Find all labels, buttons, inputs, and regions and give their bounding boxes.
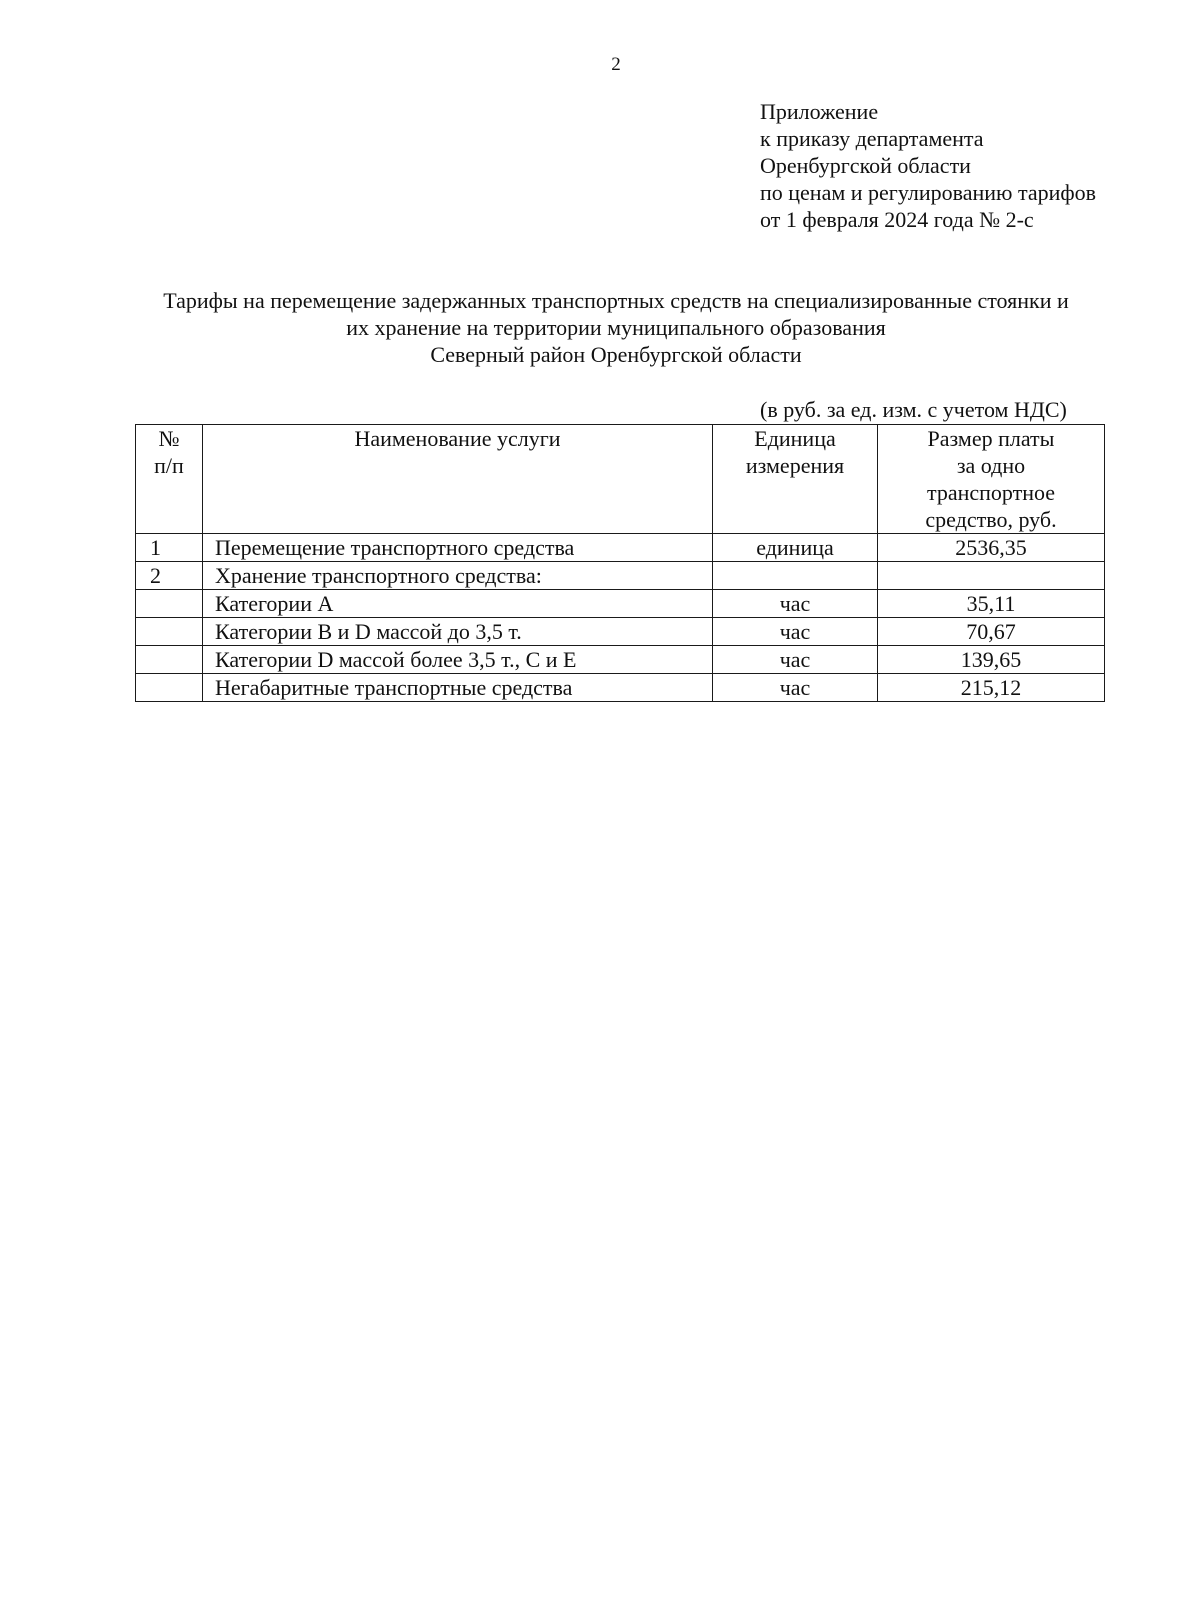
appendix-line: по ценам и регулированию тарифов	[760, 180, 1097, 205]
row-price: 215,12	[878, 674, 1105, 702]
row-service-name: Негабаритные транспортные средства	[203, 674, 713, 702]
row-number	[136, 646, 203, 674]
row-unit: час	[713, 618, 878, 646]
row-number	[136, 590, 203, 618]
appendix-line: Оренбургской области	[760, 153, 971, 178]
header-price: Размер платы за одно транспортное средство, руб.	[878, 425, 1105, 534]
appendix-line: к приказу департамента	[760, 126, 984, 151]
row-service-name: Категории D массой более 3,5 т., C и E	[203, 646, 713, 674]
row-service-name: Категории A	[203, 590, 713, 618]
table-row	[136, 562, 1105, 590]
row-unit: час	[713, 590, 878, 618]
units-note: (в руб. за ед. изм. с учетом НДС)	[760, 397, 1067, 422]
row-price: 70,67	[878, 618, 1105, 646]
header-service-name: Наименование услуги	[203, 425, 713, 534]
title-line: Тарифы на перемещение задержанных транспортных средств на специализированные стоянки и	[163, 288, 1069, 313]
row-price: 139,65	[878, 646, 1105, 674]
row-price: 35,11	[878, 590, 1105, 618]
row-service-name: Перемещение транспортного средства	[203, 534, 713, 562]
title-line: их хранение на территории муниципального образования	[346, 315, 886, 340]
row-service-name: Категории B и D массой до 3,5 т.	[203, 618, 713, 646]
row-number: 1	[136, 534, 203, 562]
document-title	[0, 287, 1200, 368]
table-row	[136, 590, 1105, 618]
row-number	[136, 674, 203, 702]
row-unit	[713, 562, 878, 590]
row-number: 2	[136, 562, 203, 590]
table-row	[136, 646, 1105, 674]
header-number: № п/п	[136, 425, 203, 534]
header-unit: Единица измерения	[713, 425, 878, 534]
row-price	[878, 562, 1105, 590]
table-row	[136, 674, 1105, 702]
row-unit: час	[713, 646, 878, 674]
tariff-table	[135, 424, 1105, 702]
row-number	[136, 618, 203, 646]
row-price: 2536,35	[878, 534, 1105, 562]
appendix-block	[760, 98, 1180, 233]
row-unit: единица	[713, 534, 878, 562]
appendix-line: от 1 февраля 2024 года № 2-с	[760, 207, 1034, 232]
table-row	[136, 618, 1105, 646]
appendix-line: Приложение	[760, 99, 879, 124]
title-line: Северный район Оренбургской области	[430, 342, 802, 367]
table-row	[136, 534, 1105, 562]
table-header-row	[136, 425, 1105, 534]
row-service-name: Хранение транспортного средства:	[203, 562, 713, 590]
page-number: 2	[611, 54, 621, 75]
row-unit: час	[713, 674, 878, 702]
